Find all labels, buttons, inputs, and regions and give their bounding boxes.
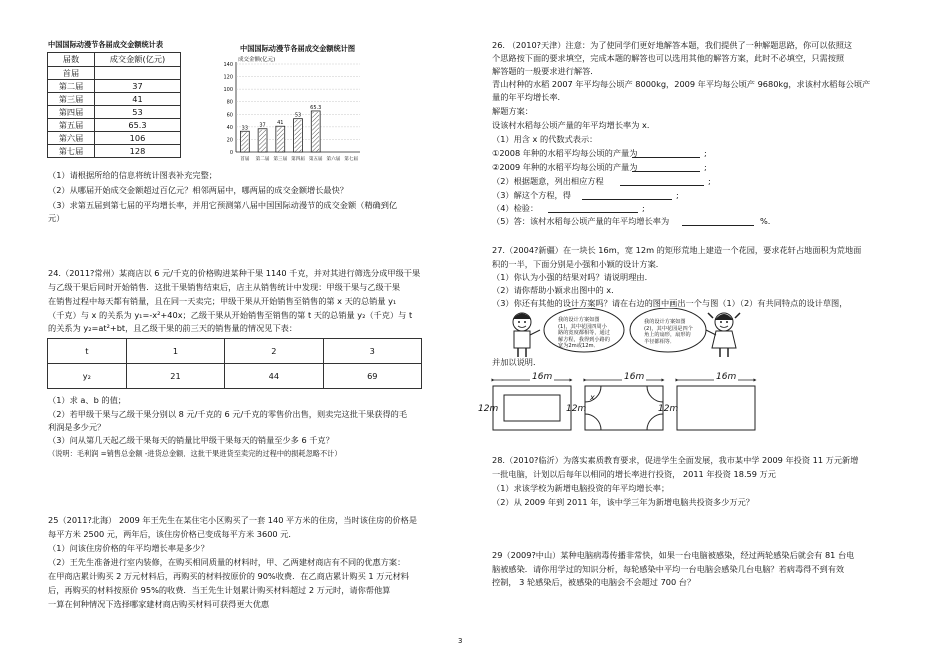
bar-hatch [259,130,266,152]
table-cell: 第四届 [48,106,95,119]
x-tick-label: 第七届 [344,157,359,162]
q29-line: 控制， 3 轮感染后，被感染的电脑会不会超过 700 台？ [492,577,696,587]
table-cell: 53 [95,106,181,119]
q24-line: （2）若甲级干果与乙级干果分别以 8 元/千克的 6 元/千克的零售价出售，则卖完这批干果获得的毛 [48,409,408,419]
answer-blank [632,157,700,158]
q23-line: 元） [48,213,65,223]
garden-rect [585,386,663,430]
garden-diagrams [478,374,778,434]
y-tick-label: 40 [226,124,233,131]
table-cell: 37 [95,80,181,93]
q24-line: （1）求 a、b 的值； [48,395,126,405]
q28-line: （2）从 2009 年到 2011 年，该中学三年为新增电脑共投资多少万元？ [492,497,754,507]
table-cell: 第六届 [48,132,95,145]
table-cell: 第五届 [48,119,95,132]
table-cell: 41 [95,93,181,106]
garden-rect [677,386,755,430]
table-cell: 69 [323,364,421,389]
q26-line: （5）答：该村水稻每公顷产量的年平均增长率为 [492,216,670,226]
blank-suffix: ; [704,162,707,172]
table-cell: 首届 [48,67,95,80]
q29-line: 脑被感染．请你用学过的知识分析，每轮感染中平均一台电脑会感染几台电脑？若病毒得不到有效 [492,564,845,574]
q29-line: 29（2009?中山）某种电脑病毒传播非常快，如果一台电脑被感染，经过两轮感染后就会有 81 台电 [492,550,855,560]
q23-line: （2）从哪届开始成交金额超过百亿元？相邻两届中，哪两届的成交金额增长最快？ [48,185,348,195]
q24-line: 在销售过程中每天都有销量，且在同一天卖完；甲级干果从开始销售至销售的第 x 天的总销量 y₁ [48,296,397,306]
q26-line: 个思路按下面的要求填空，完成本题的解答也可以选用其他的解答方案，此时不必填空，只需按照 [492,53,845,63]
table-header: 届数 [48,53,95,67]
q26-line: （2）根据题意，列出相应方程 [492,176,604,186]
bar-hatch [277,127,284,152]
q27-line: 并加以说明． [492,357,542,367]
answer-blank [682,225,754,226]
q25-line: 一算在何种情况下选择哪家建材商店购买材料可获得更大优惠 [48,599,270,609]
x-tick-label: 第二届 [255,157,270,162]
q26-line: （3）解这个方程，得 [492,190,571,200]
bar-hatch [312,112,319,152]
q25-line: （2）王先生准备进行室内装修，在购买相同质量的材料时，甲、乙两建材商店有不同的优惠方案： [48,557,406,567]
y-tick-label: 140 [223,62,233,68]
q25-line: 25（2011?北海） 2009 年王先生在某住宅小区购买了一套 140 平方米的住房，当时该住房的价格是 [48,515,418,525]
blank-suffix: ; [704,148,707,158]
table-cell: 2 [225,339,323,364]
table-cell: 第三届 [48,93,95,106]
data-label: 65.3 [310,104,322,111]
q23-line: （3）求第五届到第七届的平均增长率，并用它预测第八届中国国际动漫节的成交金额（精确到亿 [48,200,398,210]
stat-table-title: 中国国际动漫节各届成交金额统计表 [48,40,164,49]
q26-line: 量的年平均增长率． [492,92,566,102]
q27-line: （1）你认为小强的结果对吗？请说明理由． [492,272,653,282]
y-tick-label: 60 [226,112,233,119]
chart-title: 中国国际动漫节各届成交金额统计图 [240,44,356,53]
answer-blank [582,199,672,200]
table-cell [95,67,181,80]
q24-line: 的关系为 y₂=at²+bt，且乙级干果的前三天的销售量的情况见下表： [48,323,298,333]
table-cell: y₂ [48,364,127,389]
q28-line: 一批电脑，计划以后每年以相同的增长率进行投资， 2011 年投资 18.59 万元 [492,469,776,479]
q24-line: 24.（2011?常州）某商店以 6 元/千克的价格购进某种干果 1140 千克，并对其进行筛选分成甲级干果 [48,268,421,278]
y-tick-label: 80 [226,99,233,106]
stat-table [47,52,181,158]
table-cell: 第二届 [48,80,95,93]
q26-line: 青山村种的水稻 2007 年平均每公顷产 8000kg，2009 年平均每公顷产 9680kg，求该村水稻每公顷产 [492,79,871,89]
bar-chart [212,52,372,170]
q26-line: （1）用含 x 的代数式表示： [492,134,598,144]
dim-label: 16m [716,372,737,382]
x-tick-label: 第六届 [326,157,341,162]
table-header: 成交金额(亿元) [95,53,181,67]
x-tick-label: 第三届 [273,157,288,162]
q26-line: （4）检验： [492,203,539,213]
q27-line: 27.（2004?新疆）在一块长 16m，宽 12m 的矩形荒地上建造一个花园，要求花轩占地面积为荒地面 [492,245,862,255]
answer-blank [548,212,638,213]
y-tick-label: 120 [223,74,233,81]
table-cell: 128 [95,145,181,158]
y-tick-label: 20 [226,137,233,144]
q26-line: ①2008 年种的水稻平均每公顷的产量为 [492,148,638,158]
q27-line: （3）你还有其他的设计方案吗？请在右边的图中画出一个与图（1）（2）有共同特点的设计草图， [492,298,848,308]
table-cell: 106 [95,132,181,145]
dim-label: 12m [658,404,679,414]
q26-line: 设该村水稻每公顷产量的年平均增长率为 x． [492,120,656,130]
blank-suffix: ; [642,203,645,213]
data-label: 33 [241,125,249,132]
q24-line: 利润是多少元？ [48,422,106,432]
q25-line: （1）问该住房价格的年平均增长率是多少？ [48,543,209,553]
q26-line: ②2009 年种的水稻平均每公顷的产量为 [492,162,638,172]
table-cell: 第七届 [48,145,95,158]
page-number: 3 [458,637,463,645]
table-cell: 1 [126,339,224,364]
q24-line: （千克）与 x 的关系为 y₁=-x²+40x；乙级干果从开始销售至销售的第 t 天的总销量 y₂（千克）与 t [48,310,413,320]
table-cell: 65.3 [95,119,181,132]
answer-blank [632,171,700,172]
bar-hatch [241,132,248,152]
dim-label: 16m [532,372,553,382]
blank-suffix: ; [676,190,679,200]
girl-figure [706,313,740,357]
data-label: 37 [259,122,266,129]
dim-label-x: x [590,393,595,402]
q24-line: 与乙级干果后同时开始销售．这批干果销售结束后，店主从销售统计中发现：甲级干果与乙级干果 [48,282,401,292]
bar-hatch [295,120,302,152]
dim-label: 16m [624,372,645,382]
y-tick-label: 100 [223,87,233,94]
cartoon-illustration [492,308,752,358]
blank-suffix: %. [760,216,771,226]
table-cell: 21 [126,364,224,389]
answer-blank [620,185,704,186]
dim-label: 12m [566,404,587,414]
q27-line: 积的一半，下面分别是小强和小颖的设计方案． [492,259,664,269]
blank-suffix: ; [708,176,711,186]
x-tick-label: 第四届 [291,157,305,162]
q27-line: （2）请你帮助小颖求出图中的 x． [492,285,620,295]
q26-line: 解答题的一般要求进行解答． [492,66,599,76]
dim-label: 12m [478,404,499,414]
q24-line: （说明：毛利润 =销售总金额 -进货总金额．这批干果进货至卖完的过程中的损耗忽略不计） [48,449,342,458]
q26-line: 26. （2010?天津）注意：为了使同学们更好地解答本题，我们提供了一种解题思路，你可以依照这 [492,40,853,50]
q24-line: （3）问从第几天起乙级干果每天的销量比甲级干果每天的销量至少多 6 千克？ [48,435,334,445]
q28-line: （1）求该学校为新增电脑投资的年平均增长率； [492,483,670,493]
q23-line: （1）请根据所给的信息将统计图表补充完整； [48,170,217,180]
bubble-text-left: 我的设计方案如图(1)，其中花园四周小路的宽度都相等，通过解方程，我得到小路的宽为2m或12m． [558,317,610,349]
y-axis-label: 成交金额(亿元) [238,57,276,63]
boy-figure [513,313,540,357]
sales-table [47,338,422,389]
x-tick-label: 首届 [240,157,250,162]
bubble-text-right: 我的设计方案如图(2)，其中花园是四个角上的扇形，扇形的半径都相等． [644,319,693,345]
data-label: 41 [277,120,284,127]
table-cell: 3 [323,339,421,364]
q26-line: 解题方案： [492,106,533,116]
q25-line: 每平方米 2500 元，两年后，该住房价格已变成每平方米 3600 元． [48,529,297,539]
table-cell: 44 [225,364,323,389]
garden-inner-rect [504,395,560,421]
q25-line: 后，再购买的材料按原价 95%的收费．当王先生计划累计购买材料超过 2 万元时，请你帮他算 [48,585,391,595]
x-tick-label: 第五届 [308,157,323,162]
table-cell: t [48,339,127,364]
q25-line: 在甲商店累计购买 2 万元材料后，再购买的材料按原价的 90%收费．在乙商店累计购买 1 万元材料 [48,571,409,581]
data-label: 53 [294,112,302,119]
q28-line: 28.（2010?临沂）为落实素质教育要求，促进学生全面发展，我市某中学 2009 年投资 11 万元新增 [492,455,859,465]
y-tick-label: 0 [229,150,233,156]
